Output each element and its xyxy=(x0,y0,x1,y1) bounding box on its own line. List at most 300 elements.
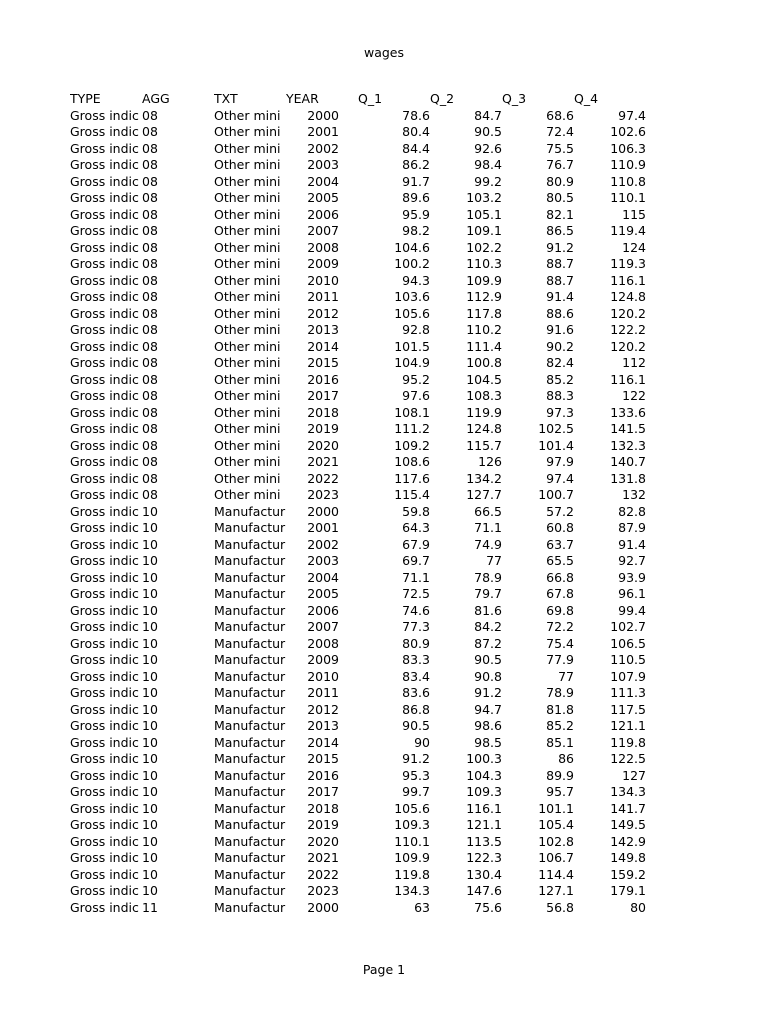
q3-cell: 65.5 xyxy=(546,553,574,568)
table-row xyxy=(70,735,646,752)
q4-cell: 132 xyxy=(622,487,646,502)
year-cell: 2002 xyxy=(307,536,339,552)
agg-cell: 08 xyxy=(142,107,158,123)
q3-cell: 60.8 xyxy=(546,520,574,535)
q4-cell: 141.7 xyxy=(610,800,646,816)
q4-cell: 120.2 xyxy=(610,305,646,321)
agg-cell: 08 xyxy=(142,223,158,238)
q1-cell: 84.4 xyxy=(402,140,430,156)
txt-cell: Manufactur xyxy=(214,668,286,684)
agg-cell: 08 xyxy=(142,437,158,453)
agg-cell: 10 xyxy=(142,668,158,684)
q2-cell: 122.3 xyxy=(466,850,502,865)
q1-cell: 105.6 xyxy=(394,305,430,321)
year-cell: 2004 xyxy=(307,173,339,189)
q4-cell: 119.3 xyxy=(610,256,646,271)
q2-cell: 115.7 xyxy=(466,437,502,453)
year-cell: 2019 xyxy=(307,421,339,436)
q4-cell: 110.5 xyxy=(610,652,646,667)
q3-cell: 75.4 xyxy=(546,635,574,651)
q1-cell: 74.6 xyxy=(402,602,430,618)
table-row xyxy=(70,834,646,851)
q2-cell: 117.8 xyxy=(466,305,502,321)
txt-cell: Manufactur xyxy=(214,553,286,568)
q1-cell: 83.4 xyxy=(402,668,430,684)
type-cell: Gross indic xyxy=(70,668,139,684)
year-cell: 2016 xyxy=(307,371,339,387)
type-cell: Gross indic xyxy=(70,817,139,832)
data-table xyxy=(70,91,646,916)
q3-cell: 72.4 xyxy=(546,124,574,139)
agg-cell: 10 xyxy=(142,586,158,601)
q4-cell: 87.9 xyxy=(618,520,646,535)
q1-cell: 117.6 xyxy=(394,470,430,486)
q3-cell: 66.8 xyxy=(546,569,574,585)
q1-cell: 109.3 xyxy=(394,817,430,832)
type-cell: Gross indic xyxy=(70,553,139,568)
year-cell: 2000 xyxy=(307,107,339,123)
year-cell: 2000 xyxy=(307,503,339,519)
q3-cell: 101.4 xyxy=(538,437,574,453)
q1-cell: 98.2 xyxy=(402,223,430,238)
q4-cell: 117.5 xyxy=(610,701,646,717)
q3-cell: 77 xyxy=(558,668,574,684)
q3-cell: 127.1 xyxy=(538,883,574,898)
q4-cell: 115 xyxy=(622,206,646,222)
table-body xyxy=(70,108,646,917)
sheet-title: wages xyxy=(363,45,405,60)
type-cell: Gross indic xyxy=(70,454,139,469)
q2-cell: 91.2 xyxy=(474,685,502,700)
txt-cell: Other mini xyxy=(214,437,281,453)
table-row xyxy=(70,702,646,719)
q4-cell: 140.7 xyxy=(610,454,646,469)
table-row xyxy=(70,190,646,207)
year-cell: 2015 xyxy=(307,751,339,766)
q2-cell: 116.1 xyxy=(466,800,502,816)
type-cell: Gross indic xyxy=(70,866,139,882)
agg-cell: 10 xyxy=(142,751,158,766)
txt-cell: Manufactur xyxy=(214,784,286,799)
txt-cell: Manufactur xyxy=(214,586,286,601)
q3-cell: 91.4 xyxy=(546,289,574,304)
year-cell: 2003 xyxy=(307,553,339,568)
txt-cell: Other mini xyxy=(214,190,281,205)
q2-cell: 74.9 xyxy=(474,536,502,552)
q1-cell: 64.3 xyxy=(402,520,430,535)
year-cell: 2006 xyxy=(307,602,339,618)
txt-cell: Manufactur xyxy=(214,866,286,882)
q1-cell: 91.2 xyxy=(402,751,430,766)
year-cell: 2019 xyxy=(307,817,339,832)
table-row xyxy=(70,438,646,455)
q3-cell: 95.7 xyxy=(546,784,574,799)
agg-cell: 08 xyxy=(142,487,158,502)
q4-cell: 112 xyxy=(622,355,646,370)
q2-cell: 71.1 xyxy=(474,520,502,535)
q4-cell: 99.4 xyxy=(618,602,646,618)
q3-cell: 63.7 xyxy=(546,536,574,552)
year-cell: 2005 xyxy=(307,190,339,205)
q1-cell: 83.3 xyxy=(402,652,430,667)
year-cell: 2022 xyxy=(307,470,339,486)
q2-cell: 113.5 xyxy=(466,833,502,849)
q2-cell: 112.9 xyxy=(466,289,502,304)
q4-cell: 121.1 xyxy=(610,718,646,733)
txt-cell: Other mini xyxy=(214,289,281,304)
q3-cell: 88.6 xyxy=(546,305,574,321)
q1-cell: 104.9 xyxy=(394,355,430,370)
q1-cell: 110.1 xyxy=(394,833,430,849)
agg-cell: 10 xyxy=(142,883,158,898)
q3-cell: 90.2 xyxy=(546,338,574,354)
year-cell: 2013 xyxy=(307,322,339,337)
year-cell: 2003 xyxy=(307,157,339,172)
type-cell: Gross indic xyxy=(70,602,139,618)
q3-cell: 76.7 xyxy=(546,157,574,172)
type-cell: Gross indic xyxy=(70,883,139,898)
q3-cell: 85.2 xyxy=(546,371,574,387)
txt-cell: Other mini xyxy=(214,239,281,255)
column-header-type: TYPE xyxy=(70,91,101,106)
agg-cell: 08 xyxy=(142,157,158,172)
type-cell: Gross indic xyxy=(70,751,139,766)
q3-cell: 102.8 xyxy=(538,833,574,849)
table-row xyxy=(70,207,646,224)
table-row xyxy=(70,751,646,768)
q4-cell: 142.9 xyxy=(610,833,646,849)
table-row xyxy=(70,157,646,174)
type-cell: Gross indic xyxy=(70,256,139,271)
type-cell: Gross indic xyxy=(70,206,139,222)
q1-cell: 83.6 xyxy=(402,685,430,700)
q3-cell: 97.3 xyxy=(546,404,574,420)
q1-cell: 101.5 xyxy=(394,338,430,354)
agg-cell: 11 xyxy=(142,899,158,915)
table-row xyxy=(70,289,646,306)
agg-cell: 08 xyxy=(142,140,158,156)
agg-cell: 08 xyxy=(142,404,158,420)
q3-cell: 106.7 xyxy=(538,850,574,865)
q3-cell: 88.7 xyxy=(546,272,574,288)
column-header-txt: TXT xyxy=(214,91,238,106)
q2-cell: 121.1 xyxy=(466,817,502,832)
txt-cell: Manufactur xyxy=(214,734,286,750)
q2-cell: 100.8 xyxy=(466,355,502,370)
txt-cell: Other mini xyxy=(214,454,281,469)
table-row xyxy=(70,471,646,488)
table-row xyxy=(70,817,646,834)
year-cell: 2017 xyxy=(307,784,339,799)
txt-cell: Other mini xyxy=(214,140,281,156)
agg-cell: 08 xyxy=(142,338,158,354)
agg-cell: 08 xyxy=(142,355,158,370)
year-cell: 2007 xyxy=(307,223,339,238)
column-header-agg: AGG xyxy=(142,91,170,106)
q3-cell: 72.2 xyxy=(546,619,574,634)
txt-cell: Manufactur xyxy=(214,652,286,667)
q3-cell: 102.5 xyxy=(538,421,574,436)
txt-cell: Manufactur xyxy=(214,883,286,898)
q4-cell: 124.8 xyxy=(610,289,646,304)
year-cell: 2017 xyxy=(307,388,339,403)
q1-cell: 89.6 xyxy=(402,190,430,205)
type-cell: Gross indic xyxy=(70,371,139,387)
q4-cell: 110.9 xyxy=(610,157,646,172)
q2-cell: 79.7 xyxy=(474,586,502,601)
q2-cell: 103.2 xyxy=(466,190,502,205)
q2-cell: 75.6 xyxy=(474,899,502,915)
q2-cell: 84.7 xyxy=(474,107,502,123)
type-cell: Gross indic xyxy=(70,173,139,189)
txt-cell: Other mini xyxy=(214,421,281,436)
txt-cell: Manufactur xyxy=(214,520,286,535)
q3-cell: 88.7 xyxy=(546,256,574,271)
txt-cell: Other mini xyxy=(214,107,281,123)
q2-cell: 98.4 xyxy=(474,157,502,172)
agg-cell: 10 xyxy=(142,635,158,651)
agg-cell: 08 xyxy=(142,289,158,304)
q1-cell: 69.7 xyxy=(402,553,430,568)
agg-cell: 10 xyxy=(142,619,158,634)
table-row xyxy=(70,306,646,323)
year-cell: 2007 xyxy=(307,619,339,634)
table-row xyxy=(70,124,646,141)
agg-cell: 10 xyxy=(142,734,158,750)
agg-cell: 10 xyxy=(142,553,158,568)
txt-cell: Manufactur xyxy=(214,850,286,865)
q3-cell: 86.5 xyxy=(546,223,574,238)
agg-cell: 08 xyxy=(142,322,158,337)
q1-cell: 99.7 xyxy=(402,784,430,799)
q2-cell: 98.6 xyxy=(474,718,502,733)
agg-cell: 08 xyxy=(142,421,158,436)
agg-cell: 10 xyxy=(142,817,158,832)
q3-cell: 82.1 xyxy=(546,206,574,222)
txt-cell: Other mini xyxy=(214,470,281,486)
type-cell: Gross indic xyxy=(70,190,139,205)
q2-cell: 90.5 xyxy=(474,124,502,139)
year-cell: 2023 xyxy=(307,487,339,502)
q4-cell: 179.1 xyxy=(610,883,646,898)
q2-cell: 126 xyxy=(478,454,502,469)
q4-cell: 120.2 xyxy=(610,338,646,354)
table-row xyxy=(70,603,646,620)
type-cell: Gross indic xyxy=(70,520,139,535)
agg-cell: 10 xyxy=(142,520,158,535)
q3-cell: 97.9 xyxy=(546,454,574,469)
q1-cell: 92.8 xyxy=(402,322,430,337)
type-cell: Gross indic xyxy=(70,619,139,634)
q1-cell: 90.5 xyxy=(402,718,430,733)
q1-cell: 94.3 xyxy=(402,272,430,288)
year-cell: 2020 xyxy=(307,833,339,849)
q4-cell: 122.5 xyxy=(610,751,646,766)
q2-cell: 100.3 xyxy=(466,751,502,766)
q2-cell: 90.8 xyxy=(474,668,502,684)
q3-cell: 56.8 xyxy=(546,899,574,915)
agg-cell: 08 xyxy=(142,256,158,271)
year-cell: 2014 xyxy=(307,338,339,354)
txt-cell: Other mini xyxy=(214,404,281,420)
q4-cell: 106.5 xyxy=(610,635,646,651)
q4-cell: 122 xyxy=(622,388,646,403)
q2-cell: 127.7 xyxy=(466,487,502,502)
table-row xyxy=(70,537,646,554)
q2-cell: 66.5 xyxy=(474,503,502,519)
q4-cell: 80 xyxy=(630,899,646,915)
q4-cell: 149.5 xyxy=(610,817,646,832)
q4-cell: 124 xyxy=(622,239,646,255)
agg-cell: 08 xyxy=(142,470,158,486)
year-cell: 2020 xyxy=(307,437,339,453)
q4-cell: 119.8 xyxy=(610,734,646,750)
type-cell: Gross indic xyxy=(70,322,139,337)
year-cell: 2008 xyxy=(307,635,339,651)
q4-cell: 110.1 xyxy=(610,190,646,205)
column-header-q3: Q_3 xyxy=(502,91,527,106)
agg-cell: 08 xyxy=(142,388,158,403)
txt-cell: Other mini xyxy=(214,338,281,354)
type-cell: Gross indic xyxy=(70,107,139,123)
txt-cell: Manufactur xyxy=(214,701,286,717)
q2-cell: 110.3 xyxy=(466,256,502,271)
table-row xyxy=(70,586,646,603)
q4-cell: 141.5 xyxy=(610,421,646,436)
agg-cell: 10 xyxy=(142,652,158,667)
q4-cell: 102.7 xyxy=(610,619,646,634)
q1-cell: 77.3 xyxy=(402,619,430,634)
year-cell: 2010 xyxy=(307,272,339,288)
q1-cell: 95.9 xyxy=(402,206,430,222)
year-cell: 2021 xyxy=(307,454,339,469)
q1-cell: 90 xyxy=(414,734,430,750)
agg-cell: 08 xyxy=(142,371,158,387)
year-cell: 2013 xyxy=(307,718,339,733)
q3-cell: 81.8 xyxy=(546,701,574,717)
type-cell: Gross indic xyxy=(70,421,139,436)
q3-cell: 85.2 xyxy=(546,718,574,733)
q4-cell: 149.8 xyxy=(610,850,646,865)
q2-cell: 99.2 xyxy=(474,173,502,189)
q4-cell: 122.2 xyxy=(610,322,646,337)
txt-cell: Other mini xyxy=(214,124,281,139)
q1-cell: 97.6 xyxy=(402,388,430,403)
type-cell: Gross indic xyxy=(70,437,139,453)
txt-cell: Manufactur xyxy=(214,817,286,832)
agg-cell: 10 xyxy=(142,718,158,733)
q1-cell: 80.4 xyxy=(402,124,430,139)
type-cell: Gross indic xyxy=(70,470,139,486)
year-cell: 2000 xyxy=(307,899,339,915)
year-cell: 2018 xyxy=(307,800,339,816)
table-row xyxy=(70,636,646,653)
table-row xyxy=(70,487,646,504)
q3-cell: 78.9 xyxy=(546,685,574,700)
type-cell: Gross indic xyxy=(70,404,139,420)
q4-cell: 91.4 xyxy=(618,536,646,552)
txt-cell: Manufactur xyxy=(214,899,286,915)
txt-cell: Manufactur xyxy=(214,685,286,700)
year-cell: 2006 xyxy=(307,206,339,222)
type-cell: Gross indic xyxy=(70,850,139,865)
table-row xyxy=(70,504,646,521)
year-cell: 2009 xyxy=(307,652,339,667)
q3-cell: 97.4 xyxy=(546,470,574,486)
year-cell: 2012 xyxy=(307,701,339,717)
txt-cell: Other mini xyxy=(214,355,281,370)
q4-cell: 116.1 xyxy=(610,272,646,288)
q2-cell: 98.5 xyxy=(474,734,502,750)
txt-cell: Manufactur xyxy=(214,602,286,618)
q2-cell: 147.6 xyxy=(466,883,502,898)
column-header-q2: Q_2 xyxy=(430,91,455,106)
q1-cell: 86.2 xyxy=(402,157,430,172)
q1-cell: 59.8 xyxy=(402,503,430,519)
txt-cell: Manufactur xyxy=(214,503,286,519)
q2-cell: 81.6 xyxy=(474,602,502,618)
table-row xyxy=(70,520,646,537)
column-header-year: YEAR xyxy=(286,91,319,106)
q4-cell: 127 xyxy=(622,767,646,783)
type-cell: Gross indic xyxy=(70,487,139,502)
q2-cell: 77 xyxy=(486,553,502,568)
q4-cell: 82.8 xyxy=(618,503,646,519)
q2-cell: 124.8 xyxy=(466,421,502,436)
table-row xyxy=(70,867,646,884)
q1-cell: 115.4 xyxy=(394,487,430,502)
year-cell: 2021 xyxy=(307,850,339,865)
txt-cell: Other mini xyxy=(214,157,281,172)
table-row xyxy=(70,685,646,702)
q1-cell: 108.1 xyxy=(394,404,430,420)
year-cell: 2008 xyxy=(307,239,339,255)
txt-cell: Manufactur xyxy=(214,767,286,783)
table-row xyxy=(70,850,646,867)
q1-cell: 80.9 xyxy=(402,635,430,651)
q4-cell: 106.3 xyxy=(610,140,646,156)
year-cell: 2010 xyxy=(307,668,339,684)
txt-cell: Manufactur xyxy=(214,536,286,552)
agg-cell: 10 xyxy=(142,701,158,717)
q4-cell: 159.2 xyxy=(610,866,646,882)
agg-cell: 08 xyxy=(142,305,158,321)
table-row xyxy=(70,883,646,900)
agg-cell: 10 xyxy=(142,536,158,552)
table-row xyxy=(70,223,646,240)
q3-cell: 57.2 xyxy=(546,503,574,519)
type-cell: Gross indic xyxy=(70,833,139,849)
table-row xyxy=(70,256,646,273)
agg-cell: 08 xyxy=(142,190,158,205)
q2-cell: 87.2 xyxy=(474,635,502,651)
txt-cell: Other mini xyxy=(214,388,281,403)
q1-cell: 78.6 xyxy=(402,107,430,123)
year-cell: 2001 xyxy=(307,520,339,535)
q3-cell: 68.6 xyxy=(546,107,574,123)
q1-cell: 86.8 xyxy=(402,701,430,717)
type-cell: Gross indic xyxy=(70,734,139,750)
type-cell: Gross indic xyxy=(70,140,139,156)
q2-cell: 109.9 xyxy=(466,272,502,288)
table-row xyxy=(70,553,646,570)
q1-cell: 71.1 xyxy=(402,569,430,585)
q2-cell: 130.4 xyxy=(466,866,502,882)
agg-cell: 10 xyxy=(142,833,158,849)
type-cell: Gross indic xyxy=(70,536,139,552)
txt-cell: Manufactur xyxy=(214,718,286,733)
q3-cell: 82.4 xyxy=(546,355,574,370)
